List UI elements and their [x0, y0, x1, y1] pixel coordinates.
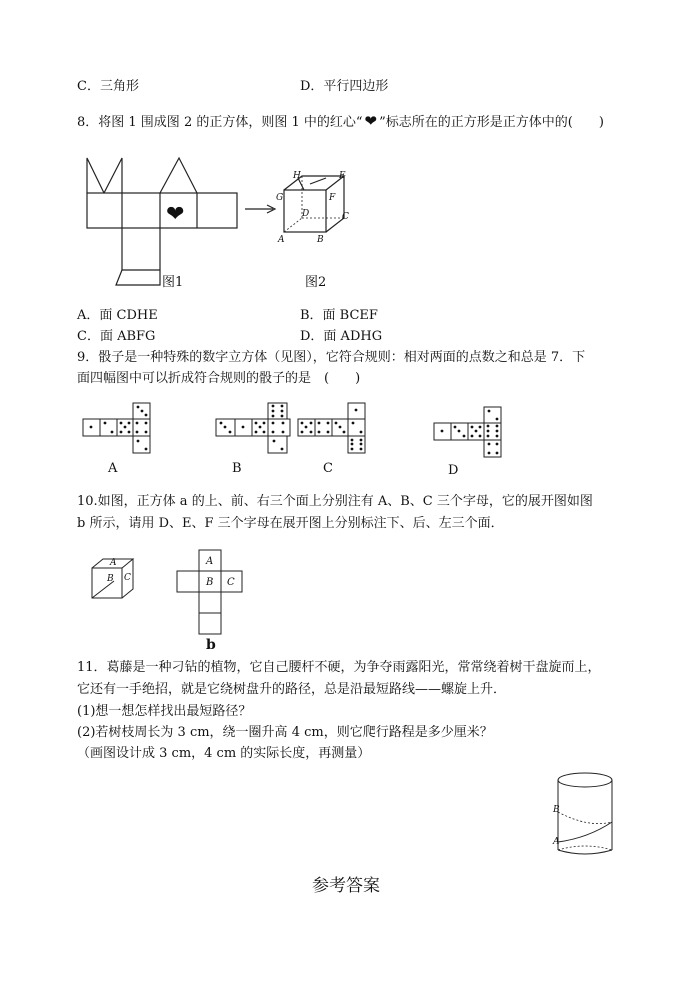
dice-net-c	[297, 402, 367, 454]
net-label-c: C	[227, 577, 235, 588]
heart-icon: ❤	[364, 112, 378, 130]
q8-option-c: C．面 ABFG	[77, 329, 156, 344]
q8-option-a: A．面 CDHE	[77, 308, 158, 323]
q11-line2: 它还有一手绝招，就是它绕树盘升的路径，总是沿最短路线——螺旋上升．	[77, 682, 507, 697]
q7-option-c: C．三角形	[77, 79, 139, 94]
cube-label-h: H	[293, 171, 301, 181]
q8-option-d: D．面 ADHG	[300, 329, 383, 344]
cube-label-b: B	[317, 235, 324, 245]
q10-line1: 10.如图，正方体 a 的上、前、右三个面上分别注有 A、B、C 三个字母，它的展开图如图	[77, 494, 593, 509]
cube-label-e: E	[339, 171, 346, 181]
cylinder-label-b: B	[553, 805, 560, 815]
q11-cylinder	[548, 770, 618, 862]
q9-line2: 面四幅图中可以折成符合规则的骰子的是 ( )	[77, 371, 361, 386]
dice-net-d	[433, 406, 503, 458]
q11-line4: (2)若树枝周长为 3 cm，绕一圈升高 4 cm，则它爬行路程是多少厘米？	[77, 725, 493, 740]
q8-stem	[77, 114, 604, 129]
dice-net-b	[215, 402, 291, 454]
dice-label-c: C	[323, 461, 333, 476]
dice-label-a: A	[108, 461, 118, 476]
cube-label-g: G	[276, 193, 284, 203]
cylinder-label-a: A	[553, 837, 560, 847]
heart-mark: ❤	[166, 202, 185, 227]
q8-fig1-caption: 图1	[162, 275, 184, 290]
dice-label-b: B	[232, 461, 242, 476]
q7-option-d: D．平行四边形	[300, 79, 389, 94]
answer-title: 参考答案	[312, 876, 380, 896]
cube-label-f: F	[329, 193, 336, 203]
net-label-a: A	[206, 556, 214, 567]
q8-stem-part1: 8．将图 1 围成图 2 的正方体，则图 1 中的红心“	[77, 115, 363, 130]
q11-line3: (1)想一想怎样找出最短路径？	[77, 704, 252, 719]
net-label-b: B	[206, 577, 214, 588]
q8-fig2-caption: 图2	[305, 275, 327, 290]
dice-net-a	[82, 402, 152, 454]
net-caption: b	[206, 637, 216, 653]
cube-a-label-c: C	[124, 573, 131, 583]
cube-label-a: A	[278, 235, 285, 245]
cube-label-c: C	[342, 212, 349, 222]
q8-stem-part2: ”标志所在的正方形是正方体中的( )	[379, 115, 604, 130]
q11-line5: （画图设计成 3 cm，4 cm 的实际长度，再测量）	[77, 746, 371, 761]
q8-option-b: B．面 BCEF	[300, 308, 378, 323]
q11-line1: 11．葛藤是一种刁钻的植物，它自己腰杆不硬，为争夺雨露阳光，常常绕着树干盘旋而上，	[77, 660, 601, 675]
cube-a-label-a: A	[110, 558, 117, 568]
cube-a-label-b: B	[107, 574, 114, 584]
q10-line2: b 所示，请用 D、E、F 三个字母在展开图上分别标注下、后、左三个面．	[77, 516, 504, 531]
q9-line1: 9．骰子是一种特殊的数字立方体（见图），它符合规则：相对两面的点数之和总是 7．下	[77, 350, 586, 365]
dice-label-d: D	[448, 463, 459, 478]
cube-label-d: D	[302, 209, 310, 219]
